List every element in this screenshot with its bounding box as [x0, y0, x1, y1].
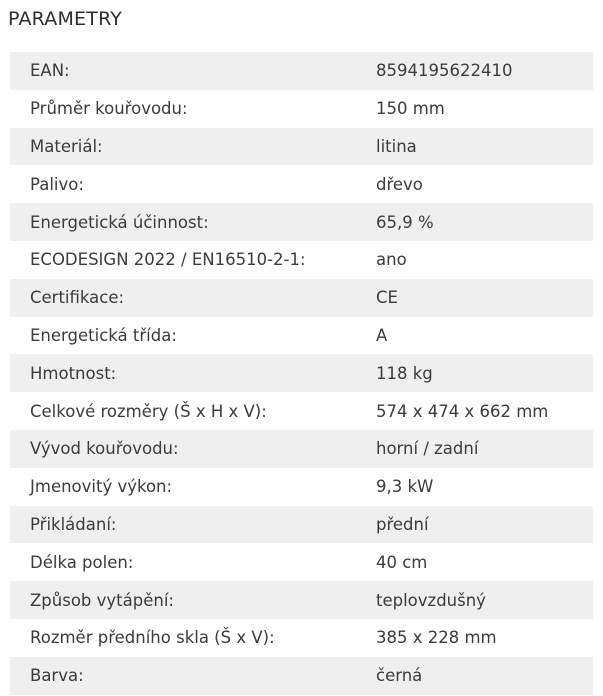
- parameter-label: Délka polen:: [10, 543, 355, 581]
- parameter-label: ECODESIGN 2022 / EN16510-2-1:: [10, 241, 355, 279]
- parameter-value: přední: [355, 506, 593, 544]
- parameter-value: CE: [355, 279, 593, 317]
- parameter-value: A: [355, 317, 593, 355]
- parameter-label: Přikládaní:: [10, 506, 355, 544]
- parameter-label: Energetická třída:: [10, 317, 355, 355]
- parameter-label: Certifikace:: [10, 279, 355, 317]
- parameter-label: Vývod kouřovodu:: [10, 430, 355, 468]
- parameters-table: [10, 52, 593, 695]
- table-row: [10, 241, 593, 279]
- table-row: [10, 354, 593, 392]
- parameter-label: Hmotnost:: [10, 354, 355, 392]
- table-row: [10, 279, 593, 317]
- parameter-label: Průměr kouřovodu:: [10, 90, 355, 128]
- table-row: [10, 581, 593, 619]
- parameter-value: 65,9 %: [355, 203, 593, 241]
- table-row: [10, 619, 593, 657]
- parameter-value: ano: [355, 241, 593, 279]
- parameter-label: Jmenovitý výkon:: [10, 468, 355, 506]
- parameter-value: černá: [355, 657, 593, 695]
- parameter-value: dřevo: [355, 165, 593, 203]
- table-row: [10, 203, 593, 241]
- table-row: [10, 657, 593, 695]
- parameter-value: 8594195622410: [355, 52, 593, 90]
- section-title: PARAMETRY: [8, 8, 123, 30]
- parameter-label: Barva:: [10, 657, 355, 695]
- parameter-label: Rozměr předního skla (Š x V):: [10, 619, 355, 657]
- parameters-table-body: [10, 52, 593, 695]
- parameter-value: 574 x 474 x 662 mm: [355, 392, 593, 430]
- parameter-value: litina: [355, 128, 593, 166]
- parameter-value: 40 cm: [355, 543, 593, 581]
- table-row: [10, 506, 593, 544]
- table-row: [10, 392, 593, 430]
- parameter-value: 9,3 kW: [355, 468, 593, 506]
- parameter-label: EAN:: [10, 52, 355, 90]
- parameter-label: Materiál:: [10, 128, 355, 166]
- parameter-value: 385 x 228 mm: [355, 619, 593, 657]
- table-row: [10, 317, 593, 355]
- parameter-label: Palivo:: [10, 165, 355, 203]
- table-row: [10, 128, 593, 166]
- parameter-value: horní / zadní: [355, 430, 593, 468]
- parameter-value: 150 mm: [355, 90, 593, 128]
- table-row: [10, 430, 593, 468]
- parameter-label: Způsob vytápění:: [10, 581, 355, 619]
- table-row: [10, 165, 593, 203]
- table-row: [10, 52, 593, 90]
- parameter-value: 118 kg: [355, 354, 593, 392]
- parameter-label: Energetická účinnost:: [10, 203, 355, 241]
- parameter-value: teplovzdušný: [355, 581, 593, 619]
- table-row: [10, 543, 593, 581]
- table-row: [10, 90, 593, 128]
- table-row: [10, 468, 593, 506]
- parameter-label: Celkové rozměry (Š x H x V):: [10, 392, 355, 430]
